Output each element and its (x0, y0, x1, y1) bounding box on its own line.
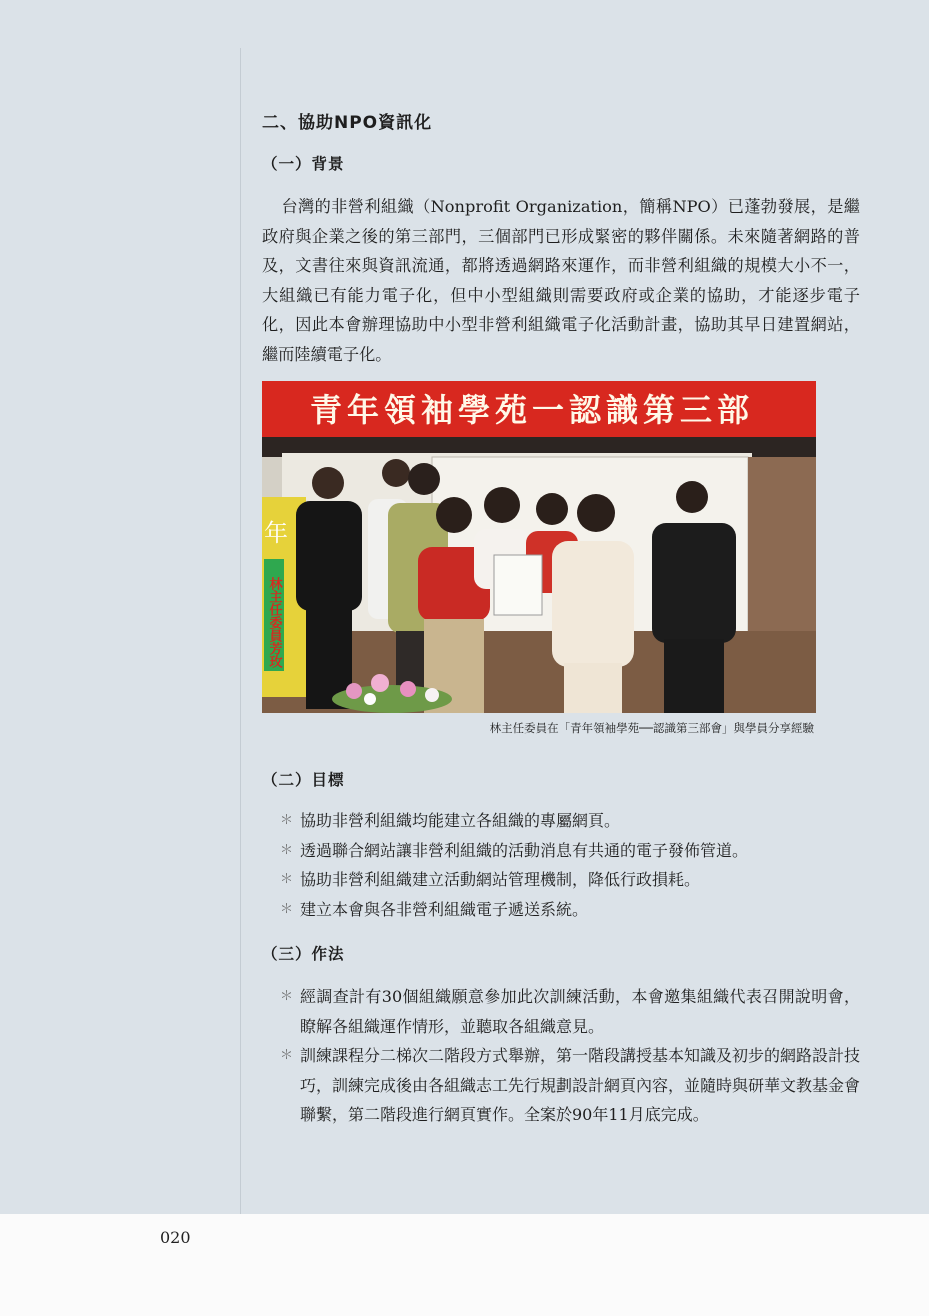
goal-item: ＊ 協助非營利組織均能建立各組織的專屬網頁。 (280, 806, 748, 836)
goals-heading: （二）目標 (262, 771, 345, 789)
method-item: ＊ 訓練課程分二梯次二階段方式舉辦，第一階段講授基本知識及初步的網路設計技巧，訓練完成後由各組織志工先行規劃設計網頁內容，並隨時與研華文教基金會聯繫，第二階段進行網頁實作。全案於90年11月底完成。 (280, 1041, 860, 1130)
section-title: 二、協助NPO資訊化 (262, 113, 433, 133)
bullet-star-icon: ＊ (280, 1048, 294, 1063)
footer-band (0, 1214, 929, 1316)
goal-item: ＊ 協助非營利組織建立活動網站管理機制，降低行政損耗。 (280, 865, 748, 895)
goal-item: ＊ 透過聯合網站讓非營利組織的活動消息有共通的電子發佈管道。 (280, 836, 748, 866)
background-paragraph: 台灣的非營利組織（Nonprofit Organization，簡稱NPO）已蓬勃發展，是繼政府與企業之後的第三部門，三個部門已形成緊密的夥伴關係。未來隨著網路的普及，文書往來與資訊流通，都將透過網路來運作，而非營利組織的規模大小不一，大組織已有能力電子化，但中小型組織則需要政府或企業的協助，才能逐步電子化，因此本會辦理協助中小型非營利組織電子化活動計畫，協助其早日建置網站，繼而陸續電子化。 (262, 197, 860, 364)
bullet-star-icon: ＊ (280, 842, 294, 858)
methods-list (280, 982, 860, 1130)
page-number: 020 (160, 1228, 191, 1247)
methods-heading: （三）作法 (262, 945, 345, 963)
background-heading: （一）背景 (262, 155, 345, 173)
bullet-star-icon: ＊ (280, 872, 294, 887)
method-item: ＊ 經調查計有30個組織願意參加此次訓練活動，本會邀集組織代表召開說明會，瞭解各組織運作情形，並聽取各組織意見。 (280, 982, 860, 1041)
bullet-star-icon: ＊ (280, 901, 294, 917)
poster-char: 年 (264, 519, 288, 547)
goals-list (280, 806, 748, 924)
goal-item: ＊ 建立本會與各非營利組織電子遞送系統。 (280, 895, 748, 925)
column-divider (240, 48, 241, 1214)
photo-caption: 林主任委員在「青年領袖學苑──認識第三部會」與學員分享經驗 (489, 721, 814, 735)
banner-text: 青年領袖學苑一認識第三部 (310, 391, 755, 429)
bullet-star-icon: ＊ (280, 813, 294, 828)
side-sign-text: 林主任委員芳玫 (266, 577, 282, 668)
event-photo (262, 381, 816, 713)
bullet-star-icon: ＊ (280, 989, 294, 1004)
